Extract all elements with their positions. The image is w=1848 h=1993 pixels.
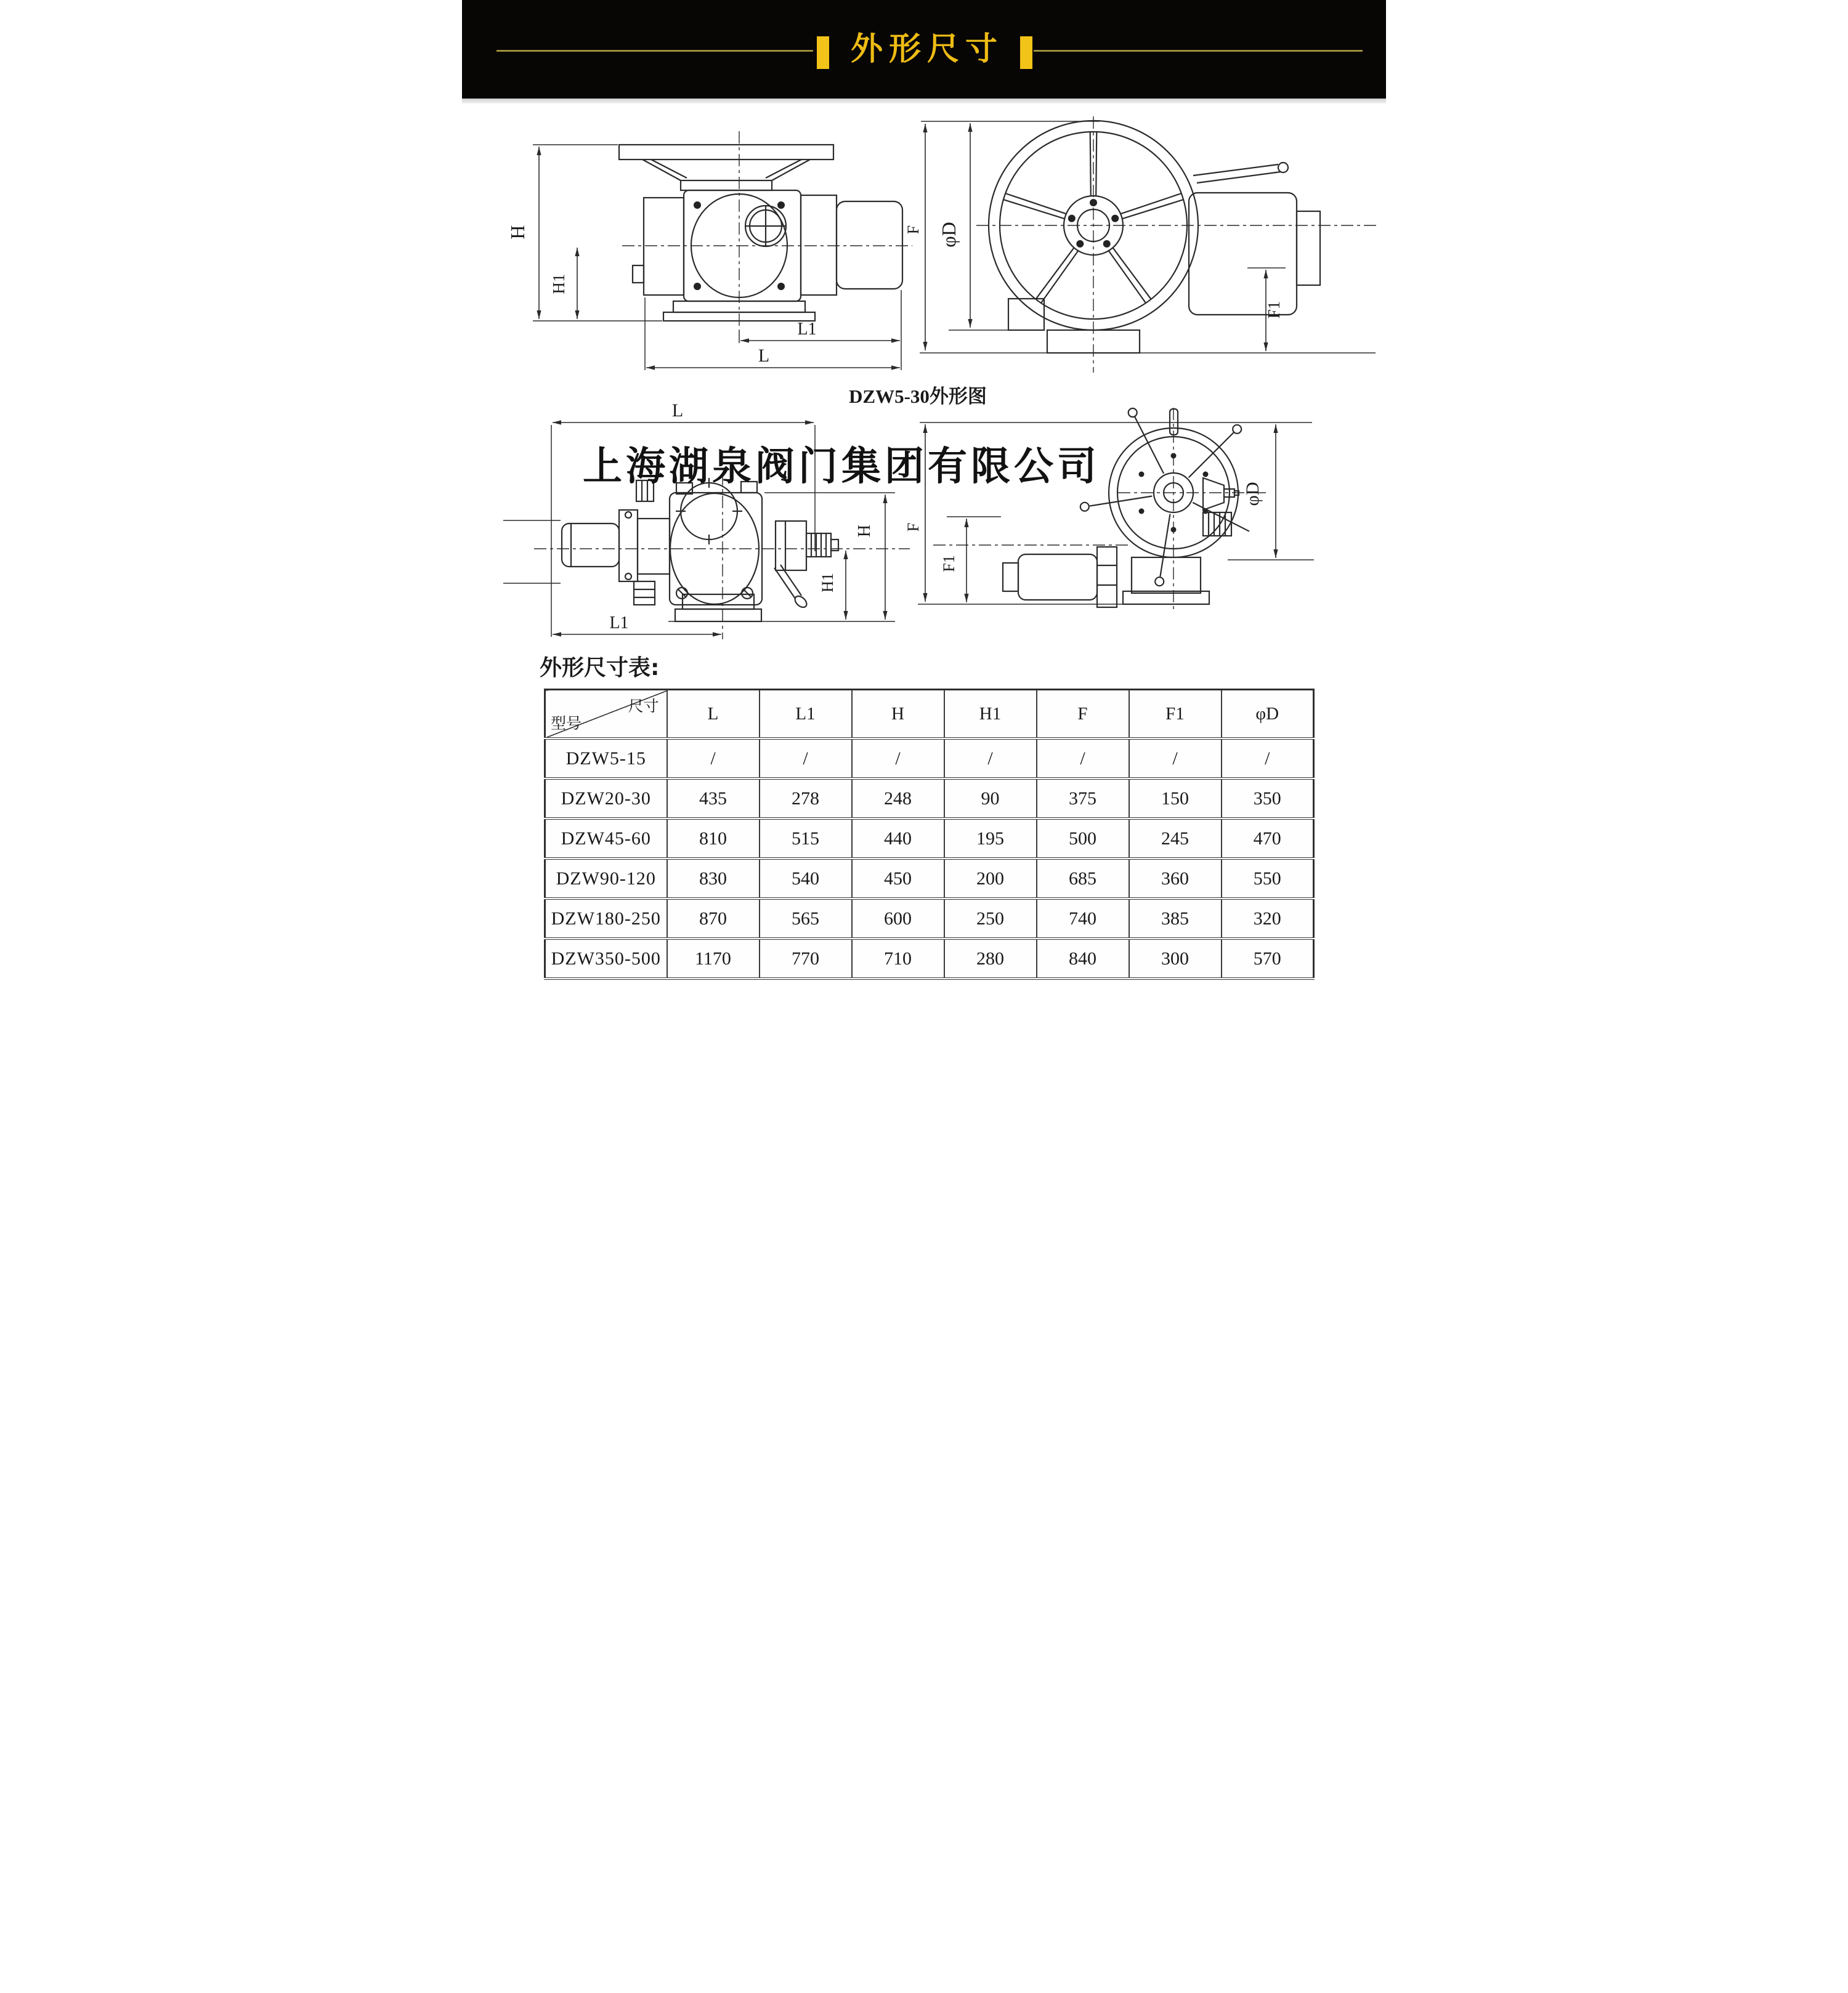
value-cell: / (944, 738, 1037, 778)
dimension-lines (506, 145, 901, 370)
table-row (545, 939, 1314, 979)
table-row (545, 738, 1314, 778)
handwheel-outline (976, 116, 1378, 373)
model-cell: DZW20-30 (545, 778, 667, 819)
value-cell: 550 (1222, 859, 1314, 899)
actuator-outline (619, 131, 912, 331)
section-title: 外形尺寸 (850, 31, 1003, 68)
dim-label-L1: L1 (609, 613, 629, 633)
company-watermark: 上海湖泉阀门集团有限公司 (583, 444, 1100, 490)
banner-rule-right (1034, 50, 1363, 52)
dim-label-H1: H1 (549, 273, 568, 294)
value-cell: 350 (1222, 778, 1314, 819)
dim-label-F1: F1 (940, 555, 958, 572)
value-cell: 500 (1037, 819, 1129, 859)
table-title: 外形尺寸表: (540, 655, 660, 681)
value-cell: 1170 (667, 939, 760, 979)
value-cell: / (1037, 738, 1129, 778)
drawing-dzw5-30-front-view (904, 114, 1383, 379)
value-cell: 740 (1037, 899, 1129, 939)
corner-label-dimension: 尺寸 (628, 698, 659, 715)
value-cell: 195 (944, 819, 1037, 859)
value-cell: / (852, 738, 944, 778)
actuator-outline (503, 473, 910, 639)
banner-bottom-strip (462, 99, 1386, 103)
product-spec-page (462, 0, 1386, 996)
value-cell: 470 (1222, 819, 1314, 859)
figure-caption: DZW5-30外形图 (849, 386, 987, 407)
value-cell: 360 (1129, 859, 1222, 899)
value-cell: 565 (760, 899, 852, 939)
dim-label-F1: F1 (1265, 301, 1283, 319)
dim-label-phiD: φD (1242, 482, 1263, 506)
dimension-table-body (545, 738, 1314, 979)
value-cell: 870 (667, 899, 760, 939)
dim-label-F: F (904, 225, 922, 235)
value-cell: 600 (852, 899, 944, 939)
model-cell: DZW5-15 (545, 738, 667, 778)
value-cell: 90 (944, 778, 1037, 819)
corner-label-model: 型号 (551, 716, 582, 732)
column-header-H: H (852, 690, 944, 739)
column-header-L: L (667, 690, 760, 739)
banner-rule-left (496, 50, 813, 52)
banner-accent-block-left (817, 36, 829, 69)
table-row (545, 778, 1314, 819)
value-cell: / (760, 738, 852, 778)
value-cell: 248 (852, 778, 944, 819)
value-cell: / (1129, 738, 1222, 778)
value-cell: 540 (760, 859, 852, 899)
dimension-table (544, 689, 1315, 980)
dim-label-phiD: φD (938, 222, 960, 248)
value-cell: 685 (1037, 859, 1129, 899)
value-cell: 245 (1129, 819, 1222, 859)
value-cell: 770 (760, 939, 852, 979)
value-cell: 810 (667, 819, 760, 859)
value-cell: 570 (1222, 939, 1314, 979)
dim-label-L: L (758, 346, 770, 366)
dim-label-F: F (904, 522, 922, 532)
value-cell: / (667, 738, 760, 778)
value-cell: 440 (852, 819, 944, 859)
value-cell: 450 (852, 859, 944, 899)
value-cell: / (1222, 738, 1314, 778)
model-cell: DZW90-120 (545, 859, 667, 899)
column-header-H1: H1 (944, 690, 1037, 739)
column-header-L1: L1 (760, 690, 852, 739)
value-cell: 830 (667, 859, 760, 899)
dim-label-L: L (671, 400, 684, 421)
dim-label-H: H (855, 524, 874, 538)
dimension-lines (904, 121, 1376, 353)
value-cell: 435 (667, 778, 760, 819)
table-row (545, 899, 1314, 939)
model-cell: DZW180-250 (545, 899, 667, 939)
value-cell: 375 (1037, 778, 1129, 819)
dim-label-H: H (506, 225, 529, 240)
drawing-dzw5-30-side-view (496, 114, 915, 379)
table-row (545, 819, 1314, 859)
column-header-F: F (1037, 690, 1129, 739)
value-cell: 300 (1129, 939, 1222, 979)
value-cell: 710 (852, 939, 944, 979)
column-header-F1: F1 (1129, 690, 1222, 739)
value-cell: 150 (1129, 778, 1222, 819)
value-cell: 320 (1222, 899, 1314, 939)
value-cell: 515 (760, 819, 852, 859)
model-cell: DZW350-500 (545, 939, 667, 979)
banner-accent-block-right (1020, 36, 1032, 69)
column-header-phiD: φD (1222, 690, 1314, 739)
table-header-row (545, 690, 1314, 739)
dim-label-L1: L1 (797, 320, 817, 339)
dim-label-H1: H1 (819, 573, 837, 592)
table-corner-cell (545, 690, 667, 739)
value-cell: 250 (944, 899, 1037, 939)
value-cell: 280 (944, 939, 1037, 979)
value-cell: 200 (944, 859, 1037, 899)
model-cell: DZW45-60 (545, 819, 667, 859)
value-cell: 840 (1037, 939, 1129, 979)
value-cell: 278 (760, 778, 852, 819)
value-cell: 385 (1129, 899, 1222, 939)
section-banner (462, 0, 1386, 99)
table-row (545, 859, 1314, 899)
